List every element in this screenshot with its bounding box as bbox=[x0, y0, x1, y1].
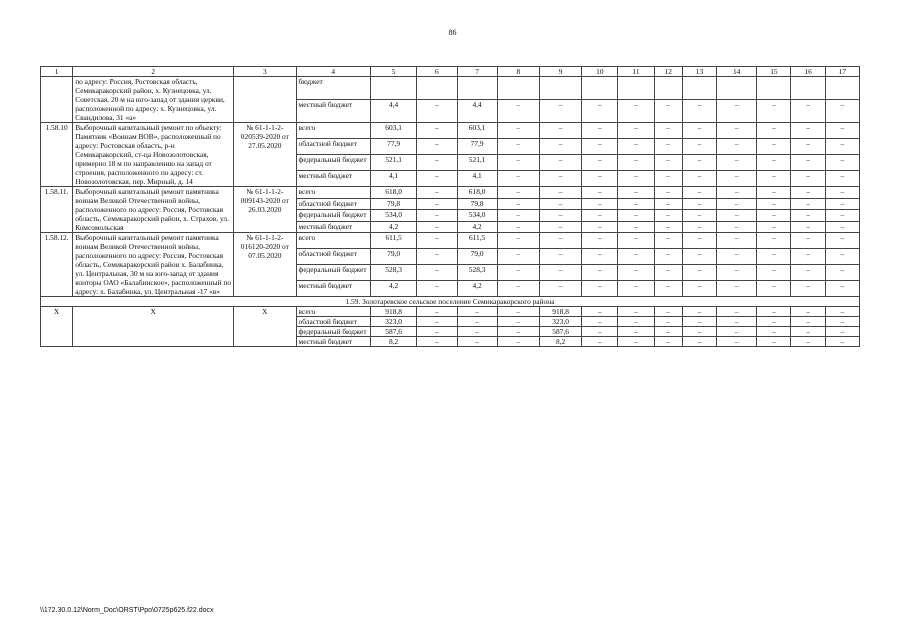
value-cell: – bbox=[654, 265, 682, 281]
value-cell: – bbox=[582, 327, 618, 337]
value-cell: 534,0 bbox=[370, 210, 416, 222]
value-cell: 4,2 bbox=[457, 281, 497, 297]
value-cell: – bbox=[654, 171, 682, 187]
value-cell: – bbox=[654, 123, 682, 139]
value-cell bbox=[717, 77, 757, 100]
value-cell: – bbox=[417, 155, 457, 171]
funding-type: всего bbox=[296, 233, 370, 249]
value-cell: – bbox=[791, 307, 825, 317]
column-header: 12 bbox=[654, 67, 682, 77]
value-cell: – bbox=[618, 187, 654, 199]
value-cell: – bbox=[497, 337, 539, 347]
value-cell: – bbox=[757, 249, 791, 265]
value-cell: 4,4 bbox=[370, 100, 416, 123]
value-cell: – bbox=[757, 139, 791, 155]
value-cell: – bbox=[791, 100, 825, 123]
value-cell: – bbox=[497, 123, 539, 139]
value-cell: – bbox=[539, 187, 581, 199]
value-cell: – bbox=[791, 171, 825, 187]
value-cell: – bbox=[682, 281, 716, 297]
value-cell: – bbox=[582, 221, 618, 233]
value-cell: – bbox=[791, 221, 825, 233]
value-cell: 4,4 bbox=[457, 100, 497, 123]
table-body bbox=[41, 67, 860, 347]
value-cell: – bbox=[757, 198, 791, 210]
value-cell: – bbox=[825, 327, 859, 337]
value-cell: – bbox=[417, 249, 457, 265]
value-cell: 4,1 bbox=[370, 171, 416, 187]
value-cell: – bbox=[618, 123, 654, 139]
value-cell: – bbox=[582, 100, 618, 123]
value-cell: – bbox=[717, 171, 757, 187]
value-cell: – bbox=[618, 317, 654, 327]
column-header: 10 bbox=[582, 67, 618, 77]
value-cell: – bbox=[757, 281, 791, 297]
footer-path: \\172.30.0.12\Norm_Doc\ORST\Ppo\0725p625.f22.docx bbox=[40, 607, 214, 614]
value-cell: – bbox=[654, 337, 682, 347]
table-row bbox=[41, 187, 860, 199]
value-cell: – bbox=[682, 139, 716, 155]
value-cell: – bbox=[539, 155, 581, 171]
value-cell: 79,8 bbox=[457, 198, 497, 210]
value-cell: – bbox=[682, 317, 716, 327]
value-cell bbox=[417, 77, 457, 100]
value-cell: 4,2 bbox=[370, 281, 416, 297]
value-cell: – bbox=[497, 221, 539, 233]
funding-type: областной бюджет bbox=[296, 317, 370, 327]
value-cell: – bbox=[757, 187, 791, 199]
value-cell: – bbox=[717, 155, 757, 171]
value-cell: – bbox=[582, 198, 618, 210]
funding-type: областной бюджет bbox=[296, 249, 370, 265]
value-cell: 618,0 bbox=[370, 187, 416, 199]
value-cell: 603,1 bbox=[457, 123, 497, 139]
value-cell: – bbox=[539, 281, 581, 297]
value-cell: – bbox=[582, 155, 618, 171]
value-cell: – bbox=[717, 265, 757, 281]
column-header: 14 bbox=[717, 67, 757, 77]
item-description: по адресу: Россия, Ростовская область, Семикаракорский район, х. Кузнецовка, ул. Советская, 20 м на юго-запад от здания церкви, расположенной по адресу: х. Кузнецовка, ул. Свандилова, 31 «а» bbox=[73, 77, 234, 123]
value-cell: – bbox=[582, 187, 618, 199]
value-cell: – bbox=[791, 210, 825, 222]
value-cell: – bbox=[497, 317, 539, 327]
section-x-cell: Х bbox=[73, 307, 234, 347]
value-cell: – bbox=[717, 187, 757, 199]
value-cell: – bbox=[618, 171, 654, 187]
item-document: № 61-1-1-2-020539-2020 от 27.05.2020 bbox=[234, 123, 296, 187]
value-cell: – bbox=[582, 139, 618, 155]
funding-type: областной бюджет bbox=[296, 139, 370, 155]
value-cell: – bbox=[825, 155, 859, 171]
column-header: 9 bbox=[539, 67, 581, 77]
value-cell: 4,1 bbox=[457, 171, 497, 187]
value-cell: – bbox=[825, 171, 859, 187]
value-cell: 521,1 bbox=[457, 155, 497, 171]
value-cell: – bbox=[757, 221, 791, 233]
item-number bbox=[41, 77, 73, 123]
header-row bbox=[41, 67, 860, 77]
value-cell: – bbox=[618, 265, 654, 281]
funding-type: местный бюджет bbox=[296, 281, 370, 297]
value-cell: – bbox=[682, 249, 716, 265]
value-cell: – bbox=[539, 210, 581, 222]
value-cell: – bbox=[417, 307, 457, 317]
value-cell: – bbox=[717, 139, 757, 155]
value-cell: – bbox=[717, 317, 757, 327]
value-cell bbox=[757, 77, 791, 100]
value-cell: – bbox=[825, 100, 859, 123]
value-cell: – bbox=[497, 198, 539, 210]
value-cell: – bbox=[791, 317, 825, 327]
column-header: 5 bbox=[370, 67, 416, 77]
value-cell: 4,2 bbox=[457, 221, 497, 233]
column-header: 4 bbox=[296, 67, 370, 77]
value-cell: 918,8 bbox=[370, 307, 416, 317]
value-cell: – bbox=[618, 307, 654, 317]
budget-table bbox=[40, 66, 860, 347]
value-cell bbox=[370, 77, 416, 100]
value-cell: 323,0 bbox=[539, 317, 581, 327]
value-cell: – bbox=[682, 221, 716, 233]
value-cell: – bbox=[717, 307, 757, 317]
value-cell: 79,0 bbox=[370, 249, 416, 265]
value-cell: – bbox=[654, 327, 682, 337]
value-cell: 8,2 bbox=[370, 337, 416, 347]
value-cell: 79,0 bbox=[457, 249, 497, 265]
item-number: 1.58.11. bbox=[41, 187, 73, 233]
column-header: 1 bbox=[41, 67, 73, 77]
value-cell: – bbox=[825, 249, 859, 265]
value-cell: – bbox=[582, 307, 618, 317]
value-cell: – bbox=[497, 307, 539, 317]
value-cell: – bbox=[654, 155, 682, 171]
column-header: 17 bbox=[825, 67, 859, 77]
value-cell: – bbox=[457, 317, 497, 327]
value-cell: – bbox=[717, 210, 757, 222]
value-cell: – bbox=[791, 139, 825, 155]
value-cell: 323,0 bbox=[370, 317, 416, 327]
funding-type: областной бюджет bbox=[296, 198, 370, 210]
value-cell: – bbox=[791, 155, 825, 171]
value-cell: – bbox=[582, 171, 618, 187]
value-cell: – bbox=[457, 327, 497, 337]
value-cell bbox=[539, 77, 581, 100]
value-cell: – bbox=[682, 171, 716, 187]
value-cell: – bbox=[457, 337, 497, 347]
column-header: 16 bbox=[791, 67, 825, 77]
value-cell: – bbox=[539, 249, 581, 265]
value-cell: – bbox=[618, 198, 654, 210]
value-cell: – bbox=[417, 233, 457, 249]
value-cell: 77,9 bbox=[457, 139, 497, 155]
value-cell: – bbox=[497, 210, 539, 222]
value-cell: – bbox=[791, 187, 825, 199]
value-cell: – bbox=[682, 233, 716, 249]
section-row bbox=[41, 297, 860, 307]
value-cell: – bbox=[497, 171, 539, 187]
value-cell bbox=[825, 77, 859, 100]
item-number: 1.58.12. bbox=[41, 233, 73, 297]
value-cell: – bbox=[682, 155, 716, 171]
value-cell: – bbox=[582, 210, 618, 222]
value-cell: – bbox=[654, 249, 682, 265]
value-cell: – bbox=[825, 281, 859, 297]
value-cell: – bbox=[618, 139, 654, 155]
value-cell: 611,5 bbox=[457, 233, 497, 249]
value-cell: – bbox=[417, 100, 457, 123]
value-cell: – bbox=[757, 317, 791, 327]
item-document: № 61-1-1-2-009143-2020 от 26.03.2020 bbox=[234, 187, 296, 233]
value-cell: – bbox=[825, 139, 859, 155]
value-cell: – bbox=[539, 139, 581, 155]
value-cell: – bbox=[618, 337, 654, 347]
value-cell: – bbox=[417, 139, 457, 155]
value-cell: – bbox=[757, 155, 791, 171]
value-cell: 618,0 bbox=[457, 187, 497, 199]
column-header: 11 bbox=[618, 67, 654, 77]
value-cell: – bbox=[791, 233, 825, 249]
section-x-cell: Х bbox=[234, 307, 296, 347]
value-cell: – bbox=[682, 187, 716, 199]
value-cell: – bbox=[791, 265, 825, 281]
value-cell: – bbox=[717, 198, 757, 210]
value-cell: – bbox=[682, 337, 716, 347]
funding-type: федеральный бюджет bbox=[296, 210, 370, 222]
value-cell: – bbox=[582, 337, 618, 347]
value-cell: 534,0 bbox=[457, 210, 497, 222]
value-cell bbox=[618, 77, 654, 100]
value-cell: – bbox=[717, 233, 757, 249]
value-cell: – bbox=[497, 100, 539, 123]
value-cell: – bbox=[417, 198, 457, 210]
value-cell: – bbox=[497, 155, 539, 171]
value-cell: – bbox=[417, 327, 457, 337]
value-cell: 587,6 bbox=[370, 327, 416, 337]
value-cell: – bbox=[417, 187, 457, 199]
value-cell: – bbox=[618, 100, 654, 123]
value-cell: 528,3 bbox=[457, 265, 497, 281]
value-cell: – bbox=[757, 210, 791, 222]
value-cell: – bbox=[717, 249, 757, 265]
value-cell: – bbox=[618, 221, 654, 233]
value-cell: – bbox=[582, 233, 618, 249]
value-cell: – bbox=[539, 123, 581, 139]
funding-type: местный бюджет bbox=[296, 171, 370, 187]
value-cell: – bbox=[539, 100, 581, 123]
column-header: 2 bbox=[73, 67, 234, 77]
value-cell: – bbox=[539, 221, 581, 233]
value-cell: 587,6 bbox=[539, 327, 581, 337]
value-cell: – bbox=[791, 281, 825, 297]
value-cell: – bbox=[497, 139, 539, 155]
value-cell: – bbox=[497, 281, 539, 297]
value-cell bbox=[582, 77, 618, 100]
value-cell: – bbox=[654, 198, 682, 210]
value-cell: – bbox=[618, 249, 654, 265]
value-cell: 528,3 bbox=[370, 265, 416, 281]
value-cell: – bbox=[654, 317, 682, 327]
section-x-cell: Х bbox=[41, 307, 73, 347]
value-cell: – bbox=[825, 265, 859, 281]
funding-type: всего bbox=[296, 187, 370, 199]
column-header: 6 bbox=[417, 67, 457, 77]
funding-type: местный бюджет bbox=[296, 221, 370, 233]
value-cell bbox=[654, 77, 682, 100]
value-cell: – bbox=[618, 327, 654, 337]
table-row bbox=[41, 233, 860, 249]
table-row bbox=[41, 123, 860, 139]
value-cell: 4,2 bbox=[370, 221, 416, 233]
value-cell: – bbox=[757, 233, 791, 249]
value-cell: – bbox=[582, 123, 618, 139]
column-header: 15 bbox=[757, 67, 791, 77]
value-cell: – bbox=[417, 123, 457, 139]
value-cell: – bbox=[582, 317, 618, 327]
item-description: Выборочный капитальный ремонт по объекту: Памятник «Воинам ВОВ», расположенный по адресу: Ростовская область, р-н Семикаракорский, ст-ца Новозолотовская, примерно 18 м по направлению на запад от строения, расположенного по адресу: ст. Новозолотовская, пер. Мирный, д. 14 bbox=[73, 123, 234, 187]
value-cell: – bbox=[497, 249, 539, 265]
value-cell: – bbox=[825, 187, 859, 199]
value-cell: – bbox=[825, 210, 859, 222]
value-cell: – bbox=[717, 123, 757, 139]
table-row bbox=[41, 77, 860, 100]
value-cell: – bbox=[654, 139, 682, 155]
value-cell: – bbox=[417, 210, 457, 222]
column-header: 3 bbox=[234, 67, 296, 77]
value-cell bbox=[457, 77, 497, 100]
value-cell: – bbox=[654, 307, 682, 317]
column-header: 8 bbox=[497, 67, 539, 77]
value-cell: – bbox=[539, 198, 581, 210]
value-cell: – bbox=[654, 221, 682, 233]
page-number: 86 bbox=[448, 28, 457, 37]
value-cell: 521,1 bbox=[370, 155, 416, 171]
item-description: Выборочный капитальный ремонт памятника воинам Великой Отечественной войны, расположенного по адресу: Россия, Ростовская область, Семикаракорский район х. Балабинка, ул. Центральная, 30 м на юго-запад от здания конторы ОАО «Балабинское», расположенный по адресу: х. Балабинка, ул. Центральная -17 «в» bbox=[73, 233, 234, 297]
funding-type: всего bbox=[296, 307, 370, 317]
value-cell: 918,8 bbox=[539, 307, 581, 317]
value-cell: 603,1 bbox=[370, 123, 416, 139]
value-cell: – bbox=[654, 100, 682, 123]
table-row bbox=[41, 307, 860, 317]
column-header: 13 bbox=[682, 67, 716, 77]
item-description: Выборочный капитальный ремонт памятника воинам Великой Отечественной войны, расположенного по адресу: Россия, Ростовская область, Семикаракорский район, х. Страхов, ул. Комсомольская bbox=[73, 187, 234, 233]
value-cell: – bbox=[654, 233, 682, 249]
value-cell: 77,9 bbox=[370, 139, 416, 155]
value-cell: – bbox=[791, 123, 825, 139]
item-number: 1.58.10 bbox=[41, 123, 73, 187]
value-cell: 8,2 bbox=[539, 337, 581, 347]
value-cell: – bbox=[717, 100, 757, 123]
value-cell: – bbox=[825, 198, 859, 210]
value-cell: – bbox=[757, 265, 791, 281]
value-cell: – bbox=[757, 123, 791, 139]
value-cell: – bbox=[825, 307, 859, 317]
value-cell: – bbox=[717, 281, 757, 297]
value-cell: – bbox=[417, 337, 457, 347]
funding-type: местный бюджет bbox=[296, 337, 370, 347]
value-cell: – bbox=[582, 249, 618, 265]
value-cell: – bbox=[539, 265, 581, 281]
value-cell bbox=[497, 77, 539, 100]
value-cell: – bbox=[417, 265, 457, 281]
value-cell: – bbox=[497, 327, 539, 337]
value-cell: – bbox=[682, 265, 716, 281]
value-cell: – bbox=[757, 327, 791, 337]
value-cell bbox=[791, 77, 825, 100]
value-cell: – bbox=[582, 281, 618, 297]
section-title: 1.59. Золотаревское сельское поселение Семикаракорского района bbox=[41, 297, 860, 307]
value-cell: – bbox=[539, 171, 581, 187]
value-cell: – bbox=[757, 307, 791, 317]
funding-type: федеральный бюджет bbox=[296, 327, 370, 337]
value-cell: – bbox=[825, 123, 859, 139]
value-cell: – bbox=[618, 210, 654, 222]
funding-type: всего bbox=[296, 123, 370, 139]
value-cell: – bbox=[497, 187, 539, 199]
value-cell: – bbox=[654, 187, 682, 199]
value-cell: – bbox=[791, 249, 825, 265]
value-cell: – bbox=[825, 233, 859, 249]
value-cell: – bbox=[682, 307, 716, 317]
value-cell: – bbox=[417, 317, 457, 327]
value-cell: – bbox=[791, 327, 825, 337]
value-cell bbox=[682, 77, 716, 100]
value-cell: – bbox=[682, 123, 716, 139]
value-cell: – bbox=[497, 233, 539, 249]
value-cell: – bbox=[825, 221, 859, 233]
item-document: № 61-1-1-2-016120-2020 от 07.05.2020 bbox=[234, 233, 296, 297]
value-cell: – bbox=[757, 100, 791, 123]
value-cell: 611,5 bbox=[370, 233, 416, 249]
funding-type: федеральный бюджет bbox=[296, 265, 370, 281]
value-cell: – bbox=[682, 210, 716, 222]
column-header: 7 bbox=[457, 67, 497, 77]
value-cell: – bbox=[717, 327, 757, 337]
funding-type: федеральный бюджет bbox=[296, 155, 370, 171]
value-cell: – bbox=[582, 265, 618, 281]
value-cell: – bbox=[682, 198, 716, 210]
value-cell: – bbox=[757, 337, 791, 347]
value-cell: – bbox=[757, 171, 791, 187]
value-cell: – bbox=[682, 327, 716, 337]
value-cell: – bbox=[654, 281, 682, 297]
value-cell: – bbox=[618, 233, 654, 249]
value-cell: – bbox=[497, 265, 539, 281]
value-cell: – bbox=[682, 100, 716, 123]
value-cell: – bbox=[618, 155, 654, 171]
funding-type: местный бюджет bbox=[296, 100, 370, 123]
value-cell: – bbox=[417, 221, 457, 233]
value-cell: 79,8 bbox=[370, 198, 416, 210]
value-cell: – bbox=[825, 337, 859, 347]
value-cell: – bbox=[654, 210, 682, 222]
value-cell: – bbox=[791, 337, 825, 347]
value-cell: – bbox=[618, 281, 654, 297]
value-cell: – bbox=[791, 198, 825, 210]
funding-type: бюджет bbox=[296, 77, 370, 100]
value-cell: – bbox=[417, 281, 457, 297]
value-cell: – bbox=[717, 221, 757, 233]
value-cell: – bbox=[717, 337, 757, 347]
value-cell: – bbox=[539, 233, 581, 249]
value-cell: – bbox=[825, 317, 859, 327]
value-cell: – bbox=[417, 171, 457, 187]
item-document bbox=[234, 77, 296, 123]
value-cell: – bbox=[457, 307, 497, 317]
